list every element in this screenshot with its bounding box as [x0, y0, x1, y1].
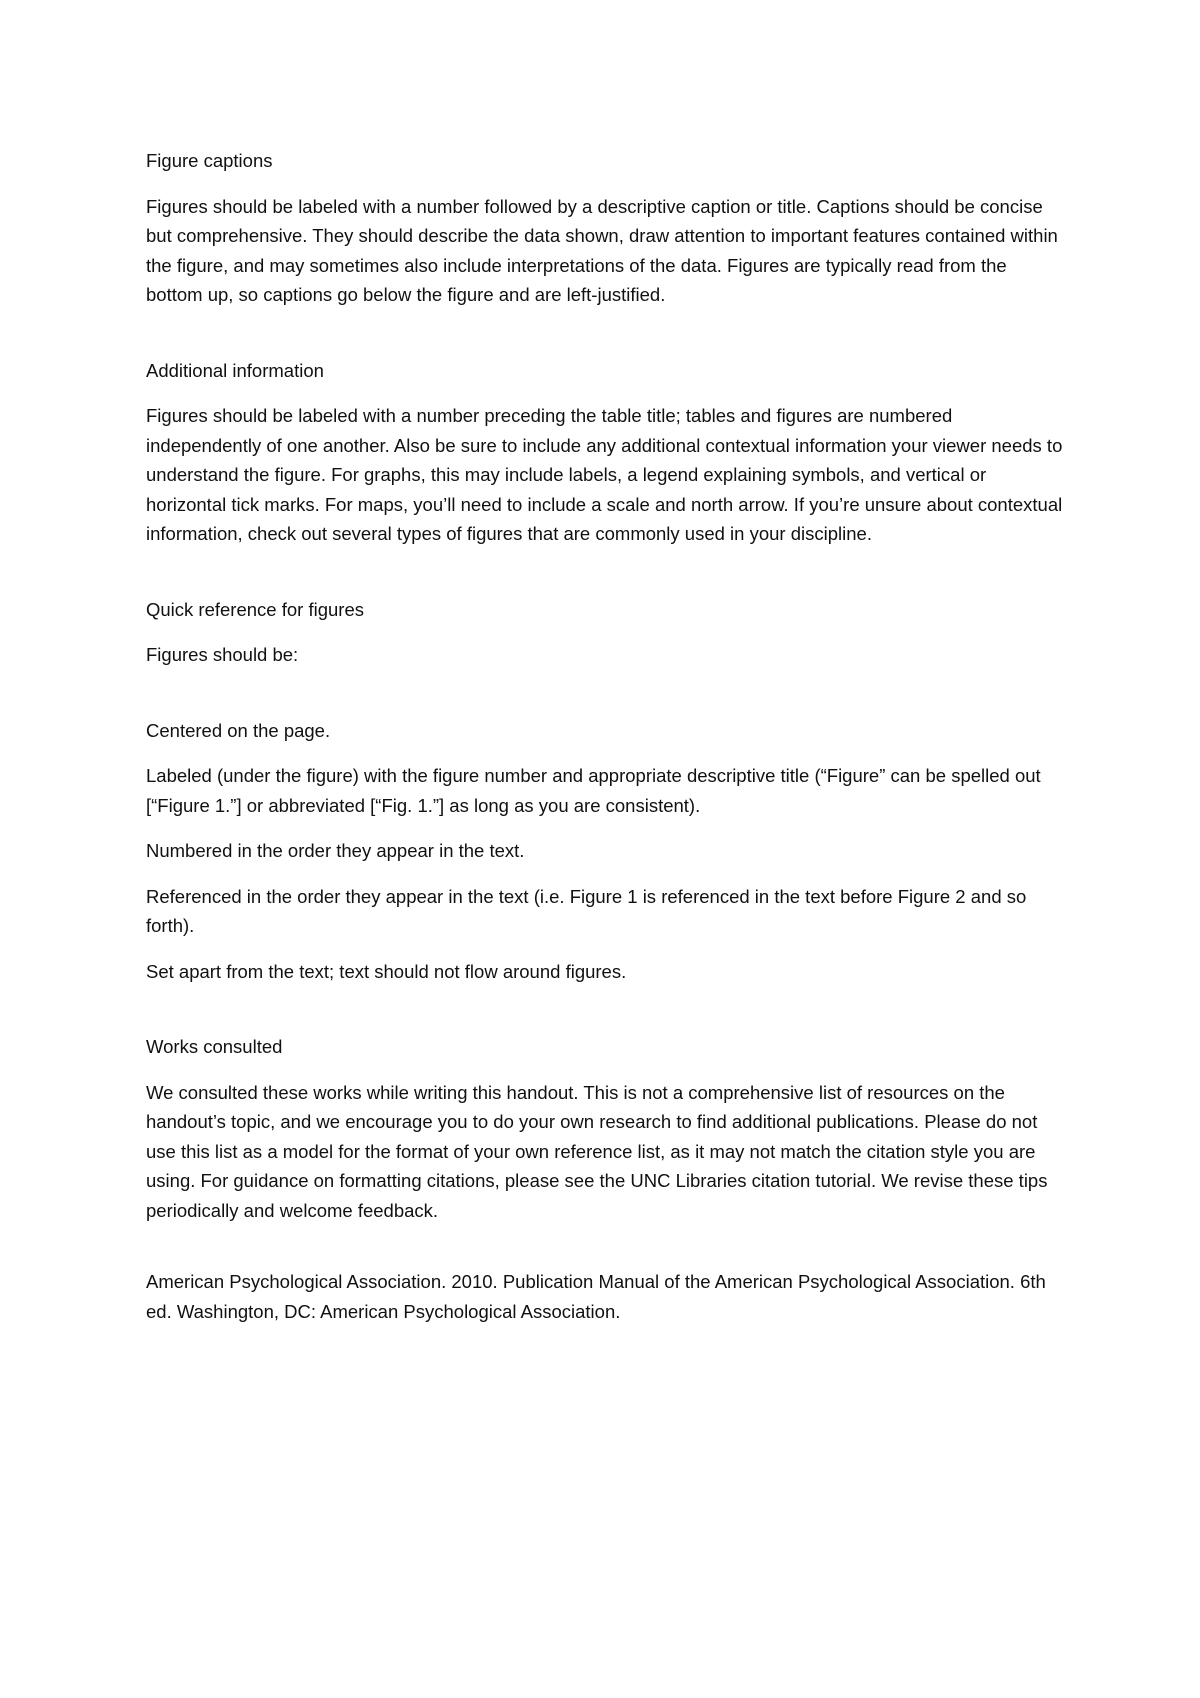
heading-quick-reference: Quick reference for figures: [146, 598, 364, 620]
document-body: [146, 146, 1066, 1342]
paragraph-figure-captions: Figures should be labeled with a number followed by a descriptive caption or title. Captions should be concise but comprehensive. They should describe the data shown, draw attention to important features contained within the figure, and may sometimes also include interpretations of the data. Figures are typically read from the bottom up, so captions go below the figure and are left-justified.: [146, 195, 1058, 305]
quick-reference-item: Referenced in the order they appear in the text (i.e. Figure 1 is referenced in the text before Figure 2 and so forth).: [146, 885, 1027, 936]
quick-reference-item: Centered on the page.: [146, 719, 331, 741]
heading-works-consulted: Works consulted: [146, 1036, 283, 1057]
paragraph-works-consulted: We consulted these works while writing this handout. This is not a comprehensive list of resources on the handout’s topic, and we encourage you to do your own research to find additional publications. Please do not use this list as a model for the format of your own reference list, as it may not match the citation style you are using. For guidance on formatting citations, please see the UNC Libraries citation tutorial. We revise these tips periodically and welcome feedback.: [146, 1081, 1048, 1221]
quick-reference-intro: Figures should be:: [146, 644, 299, 665]
quick-reference-item: Numbered in the order they appear in the text.: [146, 840, 525, 861]
heading-figure-captions: Figure captions: [146, 150, 273, 171]
quick-reference-item: Set apart from the text; text should not flow around figures.: [146, 960, 627, 982]
heading-additional-information: Additional information: [146, 359, 324, 381]
quick-reference-item: Labeled (under the figure) with the figure number and appropriate descriptive title (“Figure” can be spelled out [“Figure 1.”] or abbreviated [“Fig. 1.”] as long as you are consistent).: [146, 765, 1041, 816]
paragraph-additional-information: Figures should be labeled with a number preceding the table title; tables and figures are numbered independently of one another. Also be sure to include any additional contextual information your viewer needs to understand the figure. For graphs, this may include labels, a legend explaining symbols, and vertical or horizontal tick marks. For maps, you’ll need to include a scale and north arrow. If you’re unsure about contextual information, check out several types of figures that are commonly used in your discipline.: [146, 405, 1063, 544]
reference-entry: American Psychological Association. 2010. Publication Manual of the American Psychological Association. 6th ed. Washington, DC: American Psychological Association.: [146, 1271, 1046, 1322]
